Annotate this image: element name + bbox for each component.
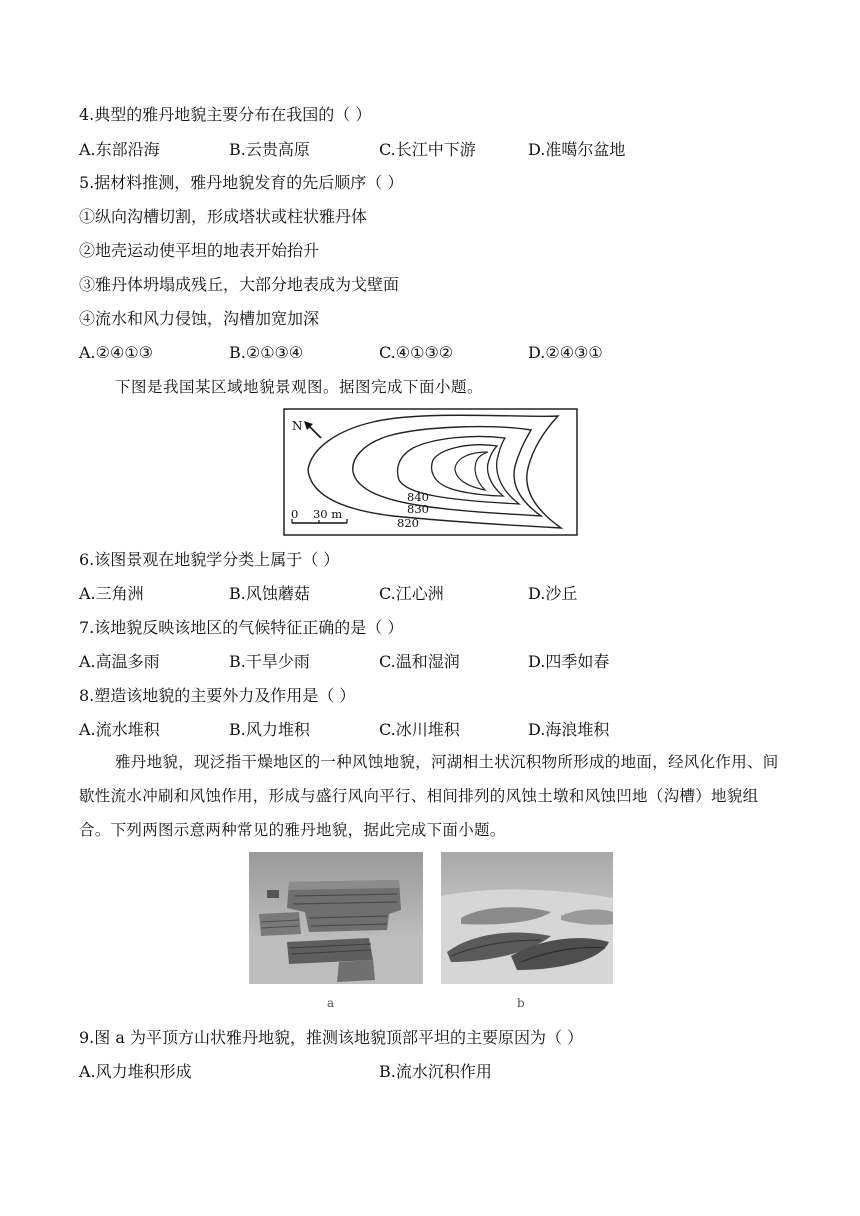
contour-map	[283, 408, 578, 536]
north-label: N	[292, 419, 303, 433]
q5-item-1: ①纵向沟槽切割，形成塔状或柱状雅丹体	[79, 207, 368, 226]
q8-option-a: A.流水堆积	[79, 720, 160, 739]
q4-option-d: D.准噶尔盆地	[528, 140, 626, 159]
photo-b-caption: b	[517, 996, 525, 1010]
q7-option-c: C.温和湿润	[379, 652, 460, 671]
q8-option-c: C.冰川堆积	[379, 720, 460, 739]
question-5-stem: 5.据材料推测，雅丹地貌发育的先后顺序（ ）	[79, 173, 404, 192]
q8-option-d: D.海浪堆积	[528, 720, 610, 739]
contour-label-840: 840	[407, 490, 429, 504]
q7-option-b: B.干旱少雨	[229, 652, 310, 671]
question-9-stem: 9.图 a 为平顶方山状雅丹地貌，推测该地貌顶部平坦的主要原因为（ ）	[79, 1028, 584, 1047]
q6-option-a: A.三角洲	[79, 584, 144, 603]
contour-label-830: 830	[407, 502, 429, 516]
q6-option-b: B.风蚀蘑菇	[229, 584, 310, 603]
q4-option-c: C.长江中下游	[379, 140, 476, 159]
q4-option-a: A.东部沿海	[79, 140, 160, 159]
q5-item-3: ③雅丹体坍塌成残丘，大部分地表成为戈壁面	[79, 275, 400, 294]
contour-label-820: 820	[397, 516, 419, 530]
question-6-stem: 6.该图景观在地貌学分类上属于（ ）	[79, 550, 340, 569]
q6-option-c: C.江心洲	[379, 584, 444, 603]
q5-option-b: B.②①③④	[229, 343, 304, 362]
photo-a-mesa-yardang	[249, 852, 423, 984]
q5-option-d: D.②④③①	[528, 343, 603, 362]
q4-option-b: B.云贵高原	[229, 140, 310, 159]
q7-option-a: A.高温多雨	[79, 652, 160, 671]
q5-option-c: C.④①③②	[379, 343, 454, 362]
q8-option-b: B.风力堆积	[229, 720, 310, 739]
scale-label: 0 30 m	[291, 507, 343, 521]
q5-item-4: ④流水和风力侵蚀，沟槽加宽加深	[79, 309, 320, 328]
photo-a-caption: a	[327, 996, 335, 1010]
question-7-stem: 7.该地貌反映该地区的气候特征正确的是（ ）	[79, 618, 404, 637]
question-4-stem: 4.典型的雅丹地貌主要分布在我国的（ ）	[79, 105, 372, 124]
q9-option-a: A.风力堆积形成	[79, 1062, 192, 1081]
q9-option-b: B.流水沉积作用	[379, 1062, 492, 1081]
q5-option-a: A.②④①③	[79, 343, 154, 362]
passage-text: 雅丹地貌，现泛指干燥地区的一种风蚀地貌，河湖相土状沉积物所形成的地面，经风化作用、间歇性流水冲刷和风蚀作用，形成与盛行风向平行、相间排列的风蚀土墩和风蚀凹地（沟槽）地貌组合。下列两图示意两种常见的雅丹地貌，据此完成下面小题。	[79, 753, 779, 839]
intro-text-map: 下图是我国某区域地貌景观图。据图完成下面小题。	[115, 378, 484, 396]
question-8-stem: 8.塑造该地貌的主要外力及作用是（ ）	[79, 686, 356, 705]
q6-option-d: D.沙丘	[528, 584, 578, 603]
q5-item-2: ②地壳运动使平坦的地表开始抬升	[79, 241, 320, 260]
photo-b-whaleback-yardang	[441, 852, 613, 984]
q7-option-d: D.四季如春	[528, 652, 610, 671]
